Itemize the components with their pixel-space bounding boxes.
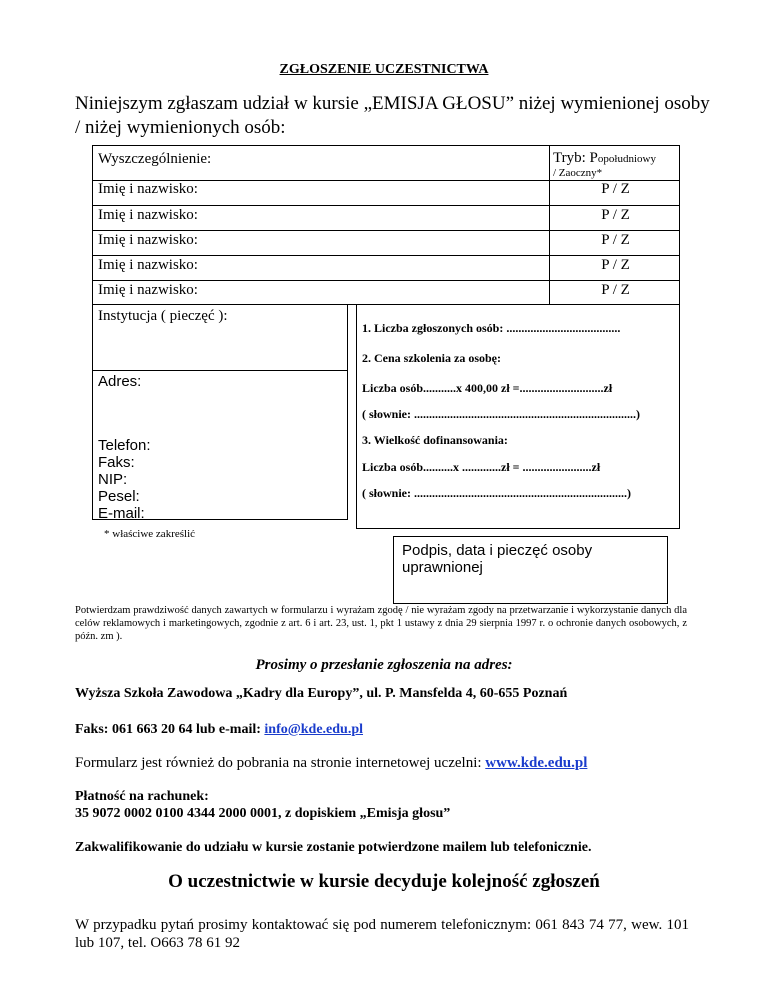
participant-name-4[interactable]: Imię i nazwisko:	[98, 257, 198, 273]
header-mode-line2: / Zaoczny*	[553, 167, 603, 179]
header-mode: Tryb: Popołudniowy	[553, 150, 656, 166]
funding-words[interactable]: ( słownie: .......................................................................)	[362, 486, 631, 500]
signature-label: Podpis, data i pieczęć osoby uprawnionej	[402, 542, 593, 576]
school-address: Wyższa Szkoła Zawodowa „Kadry dla Europy”, ul. P. Mansfelda 4, 60-655 Poznań	[75, 686, 568, 701]
participants-table	[92, 145, 680, 305]
participant-name-2[interactable]: Imię i nazwisko:	[98, 207, 198, 223]
form-title: ZGŁOSZENIE UCZESTNICTWA	[279, 62, 489, 77]
download-line: Formularz jest również do pobrania na stronie internetowej uczelni: www.kde.edu.pl	[75, 755, 588, 771]
institution-box[interactable]	[92, 304, 348, 371]
header-left: Wyszczególnienie:	[98, 151, 212, 167]
address-label: Adres:	[98, 373, 142, 390]
footnote: * właściwe zakreślić	[104, 528, 196, 540]
contact-box[interactable]	[92, 370, 348, 520]
payment-account: 35 9072 0002 0100 4344 2000 0001, z dopiskiem „Emisja głosu”	[75, 806, 451, 821]
funding-heading: 3. Wielkość dofinansowania:	[362, 433, 508, 447]
pesel-label: Pesel:	[98, 488, 140, 505]
signature-box[interactable]	[393, 536, 668, 604]
send-request-heading: Prosimy o przesłanie zgłoszenia na adres:	[255, 657, 513, 673]
participant-mode-3[interactable]: P / Z	[601, 232, 630, 248]
price-heading: 2. Cena szkolenia za osobę:	[362, 351, 501, 365]
fax-email-line: Faks: 061 663 20 64 lub e-mail: info@kde.edu.pl	[75, 722, 363, 737]
fax-label: Faks:	[98, 454, 135, 471]
intro-text: Niniejszym zgłaszam udział w kursie „EMISJA GŁOSU” niżej wymienionej osoby / niżej wymienionych osób:	[75, 93, 710, 138]
website-link[interactable]: www.kde.edu.pl	[485, 755, 588, 771]
participant-name-3[interactable]: Imię i nazwisko:	[98, 232, 198, 248]
price-words[interactable]: ( słownie: ..........................................................................)	[362, 407, 640, 421]
participant-name-1[interactable]: Imię i nazwisko:	[98, 181, 198, 197]
funding-calc[interactable]: Liczba osób..........x .............zł = .......................zł	[362, 460, 601, 474]
email-link[interactable]: info@kde.edu.pl	[264, 722, 363, 737]
participant-mode-1[interactable]: P / Z	[601, 181, 630, 197]
participant-mode-4[interactable]: P / Z	[601, 257, 630, 273]
participant-mode-2[interactable]: P / Z	[601, 207, 630, 223]
order-note: O uczestnictwie w kursie decyduje kolejność zgłoszeń	[168, 871, 600, 892]
payment-title: Płatność na rachunek:	[75, 789, 209, 804]
price-calc[interactable]: Liczba osób...........x 400,00 zł =............................zł	[362, 381, 613, 395]
participants-count[interactable]: 1. Liczba zgłoszonych osób: ......................................	[362, 321, 621, 335]
institution-label: Instytucja ( pieczęć ):	[98, 308, 228, 324]
qualification-note: Zakwalifikowanie do udziału w kursie zostanie potwierdzone mailem lub telefonicznie.	[75, 840, 592, 855]
nip-label: NIP:	[98, 471, 128, 488]
email-label: E-mail:	[98, 505, 145, 522]
participant-mode-5[interactable]: P / Z	[601, 282, 630, 298]
phone-label: Telefon:	[98, 437, 151, 454]
contact-info: W przypadku pytań prosimy kontaktować się pod numerem telefonicznym: 061 843 74 77, wew. 101 lub 107, tel. O663 78 61 92	[75, 917, 689, 951]
pricing-box	[356, 304, 680, 529]
participant-name-5[interactable]: Imię i nazwisko:	[98, 282, 198, 298]
consent-text: Potwierdzam prawdziwość danych zawartych w formularzu i wyrażam zgodę / nie wyrażam zgody na przetwarzanie i wykorzystanie danych dla celów reklamowych i marketingowych, zgodnie z art. 6 i art. 23, ust. 1, pkt 1 ustawy z dnia 29 sierpnia 1997 r. o ochronie danych osobowych, z późn. zm ).	[75, 605, 687, 642]
